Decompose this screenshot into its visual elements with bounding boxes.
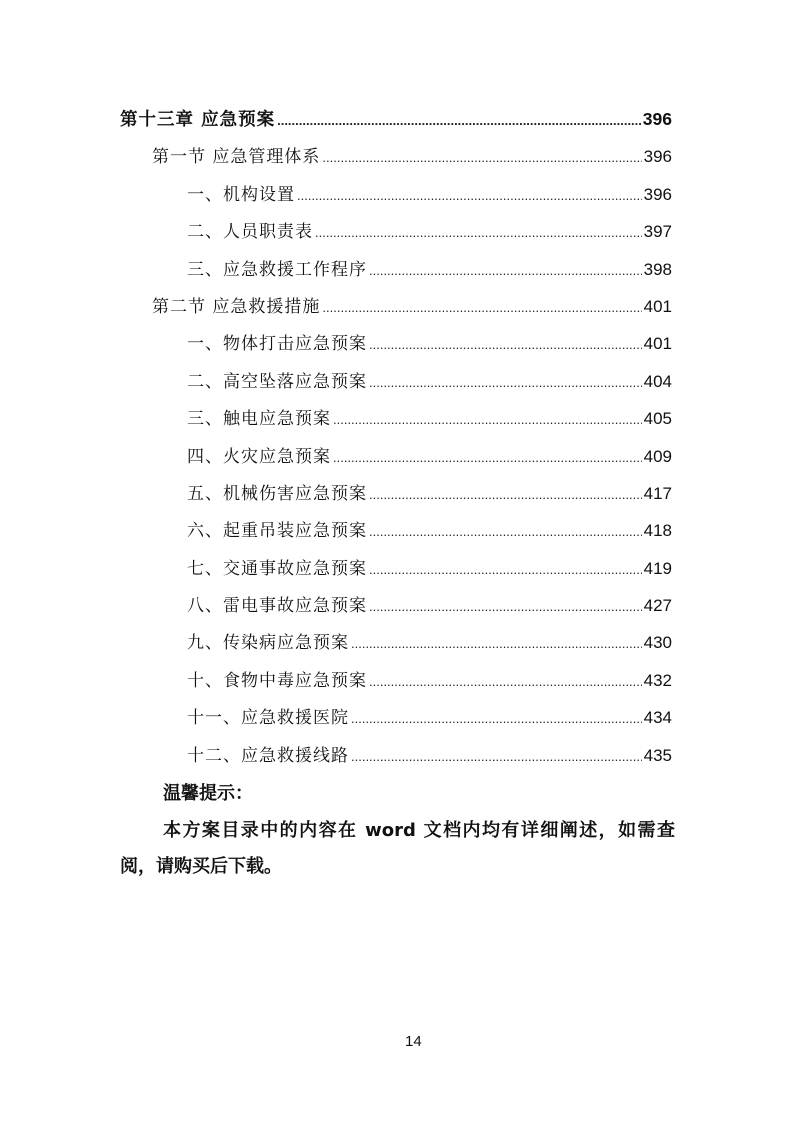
toc-entry[interactable] (120, 325, 672, 362)
toc-entry-title: 五、机械伤害应急预案 (187, 483, 367, 504)
toc-entry-title: 四、火灾应急预案 (187, 446, 331, 467)
toc-entry[interactable] (120, 512, 672, 549)
dot-leader (277, 102, 641, 139)
tip-body: 本方案目录中的内容在 word 文档内均有详细阐述，如需查阅，请购买后下载。 (120, 819, 675, 877)
toc-entry-page: 427 (643, 596, 672, 616)
toc-entry-page: 396 (643, 184, 672, 204)
toc-entry[interactable] (120, 363, 672, 400)
toc-entry-page: 434 (643, 708, 672, 728)
toc-entry[interactable] (120, 550, 672, 587)
toc-entry-title: 十一、应急救援医院 (187, 708, 349, 729)
toc-entry-page: 435 (643, 745, 672, 765)
toc-entry[interactable] (120, 438, 672, 475)
toc-entry-title: 九、传染病应急预案 (187, 633, 349, 654)
toc-entry-page: 432 (643, 670, 672, 690)
toc-entry-title: 三、应急救援工作程序 (187, 259, 367, 280)
toc-entry-page: 419 (643, 558, 672, 578)
toc-entry-page: 409 (643, 446, 672, 466)
dot-leader (351, 625, 642, 662)
toc-entry[interactable] (120, 475, 672, 512)
toc-entry[interactable] (120, 251, 672, 288)
toc-entry-page: 396 (643, 147, 672, 167)
toc-entry[interactable] (120, 176, 672, 213)
tip-heading: 温馨提示： (163, 783, 253, 804)
dot-leader (322, 139, 641, 176)
toc-entry-title: 第二节 应急救援措施 (152, 296, 321, 317)
table-of-contents (120, 101, 672, 774)
dot-leader (369, 326, 642, 363)
toc-entry-title: 七、交通事故应急预案 (187, 558, 367, 579)
toc-entry[interactable] (120, 624, 672, 661)
dot-leader (333, 439, 642, 476)
toc-entry-page: 418 (643, 521, 672, 541)
dot-leader (322, 289, 641, 326)
toc-entry-title: 一、物体打击应急预案 (187, 334, 367, 355)
toc-entry-title: 六、起重吊装应急预案 (187, 521, 367, 542)
toc-entry-title: 第十三章 应急预案 (120, 110, 276, 130)
toc-entry-page: 417 (643, 483, 672, 503)
toc-entry[interactable] (120, 213, 672, 250)
toc-entry-title: 二、人员职责表 (187, 222, 313, 243)
toc-entry-title: 第一节 应急管理体系 (152, 147, 321, 168)
toc-entry[interactable] (120, 101, 672, 138)
toc-entry-title: 十、食物中毒应急预案 (187, 670, 367, 691)
toc-entry-page: 401 (643, 334, 672, 354)
dot-leader (333, 401, 642, 438)
tip-note (120, 776, 675, 886)
toc-entry-page: 405 (643, 409, 672, 429)
dot-leader (369, 252, 642, 289)
dot-leader (369, 551, 642, 588)
dot-leader (315, 214, 642, 251)
toc-entry-title: 三、触电应急预案 (187, 409, 331, 430)
dot-leader (351, 700, 642, 737)
toc-entry[interactable] (120, 587, 672, 624)
dot-leader (351, 738, 642, 775)
dot-leader (369, 364, 642, 401)
toc-entry-page: 398 (643, 259, 672, 279)
toc-entry[interactable] (120, 288, 672, 325)
dot-leader (369, 513, 642, 550)
toc-entry-page: 397 (643, 222, 672, 242)
toc-entry-title: 十二、应急救援线路 (187, 745, 349, 766)
toc-entry[interactable] (120, 737, 672, 774)
toc-entry-page: 430 (643, 633, 672, 653)
dot-leader (369, 663, 642, 700)
toc-entry-page: 396 (642, 109, 672, 129)
toc-entry-title: 一、机构设置 (187, 184, 295, 205)
dot-leader (369, 476, 642, 513)
dot-leader (369, 588, 642, 625)
toc-entry-title: 八、雷电事故应急预案 (187, 596, 367, 617)
dot-leader (297, 177, 642, 214)
toc-entry-page: 401 (643, 296, 672, 316)
toc-entry[interactable] (120, 400, 672, 437)
toc-entry[interactable] (120, 699, 672, 736)
toc-entry-page: 404 (643, 371, 672, 391)
page-number: 14 (405, 1033, 422, 1050)
toc-entry[interactable] (120, 138, 672, 175)
toc-entry-title: 二、高空坠落应急预案 (187, 371, 367, 392)
toc-entry[interactable] (120, 662, 672, 699)
